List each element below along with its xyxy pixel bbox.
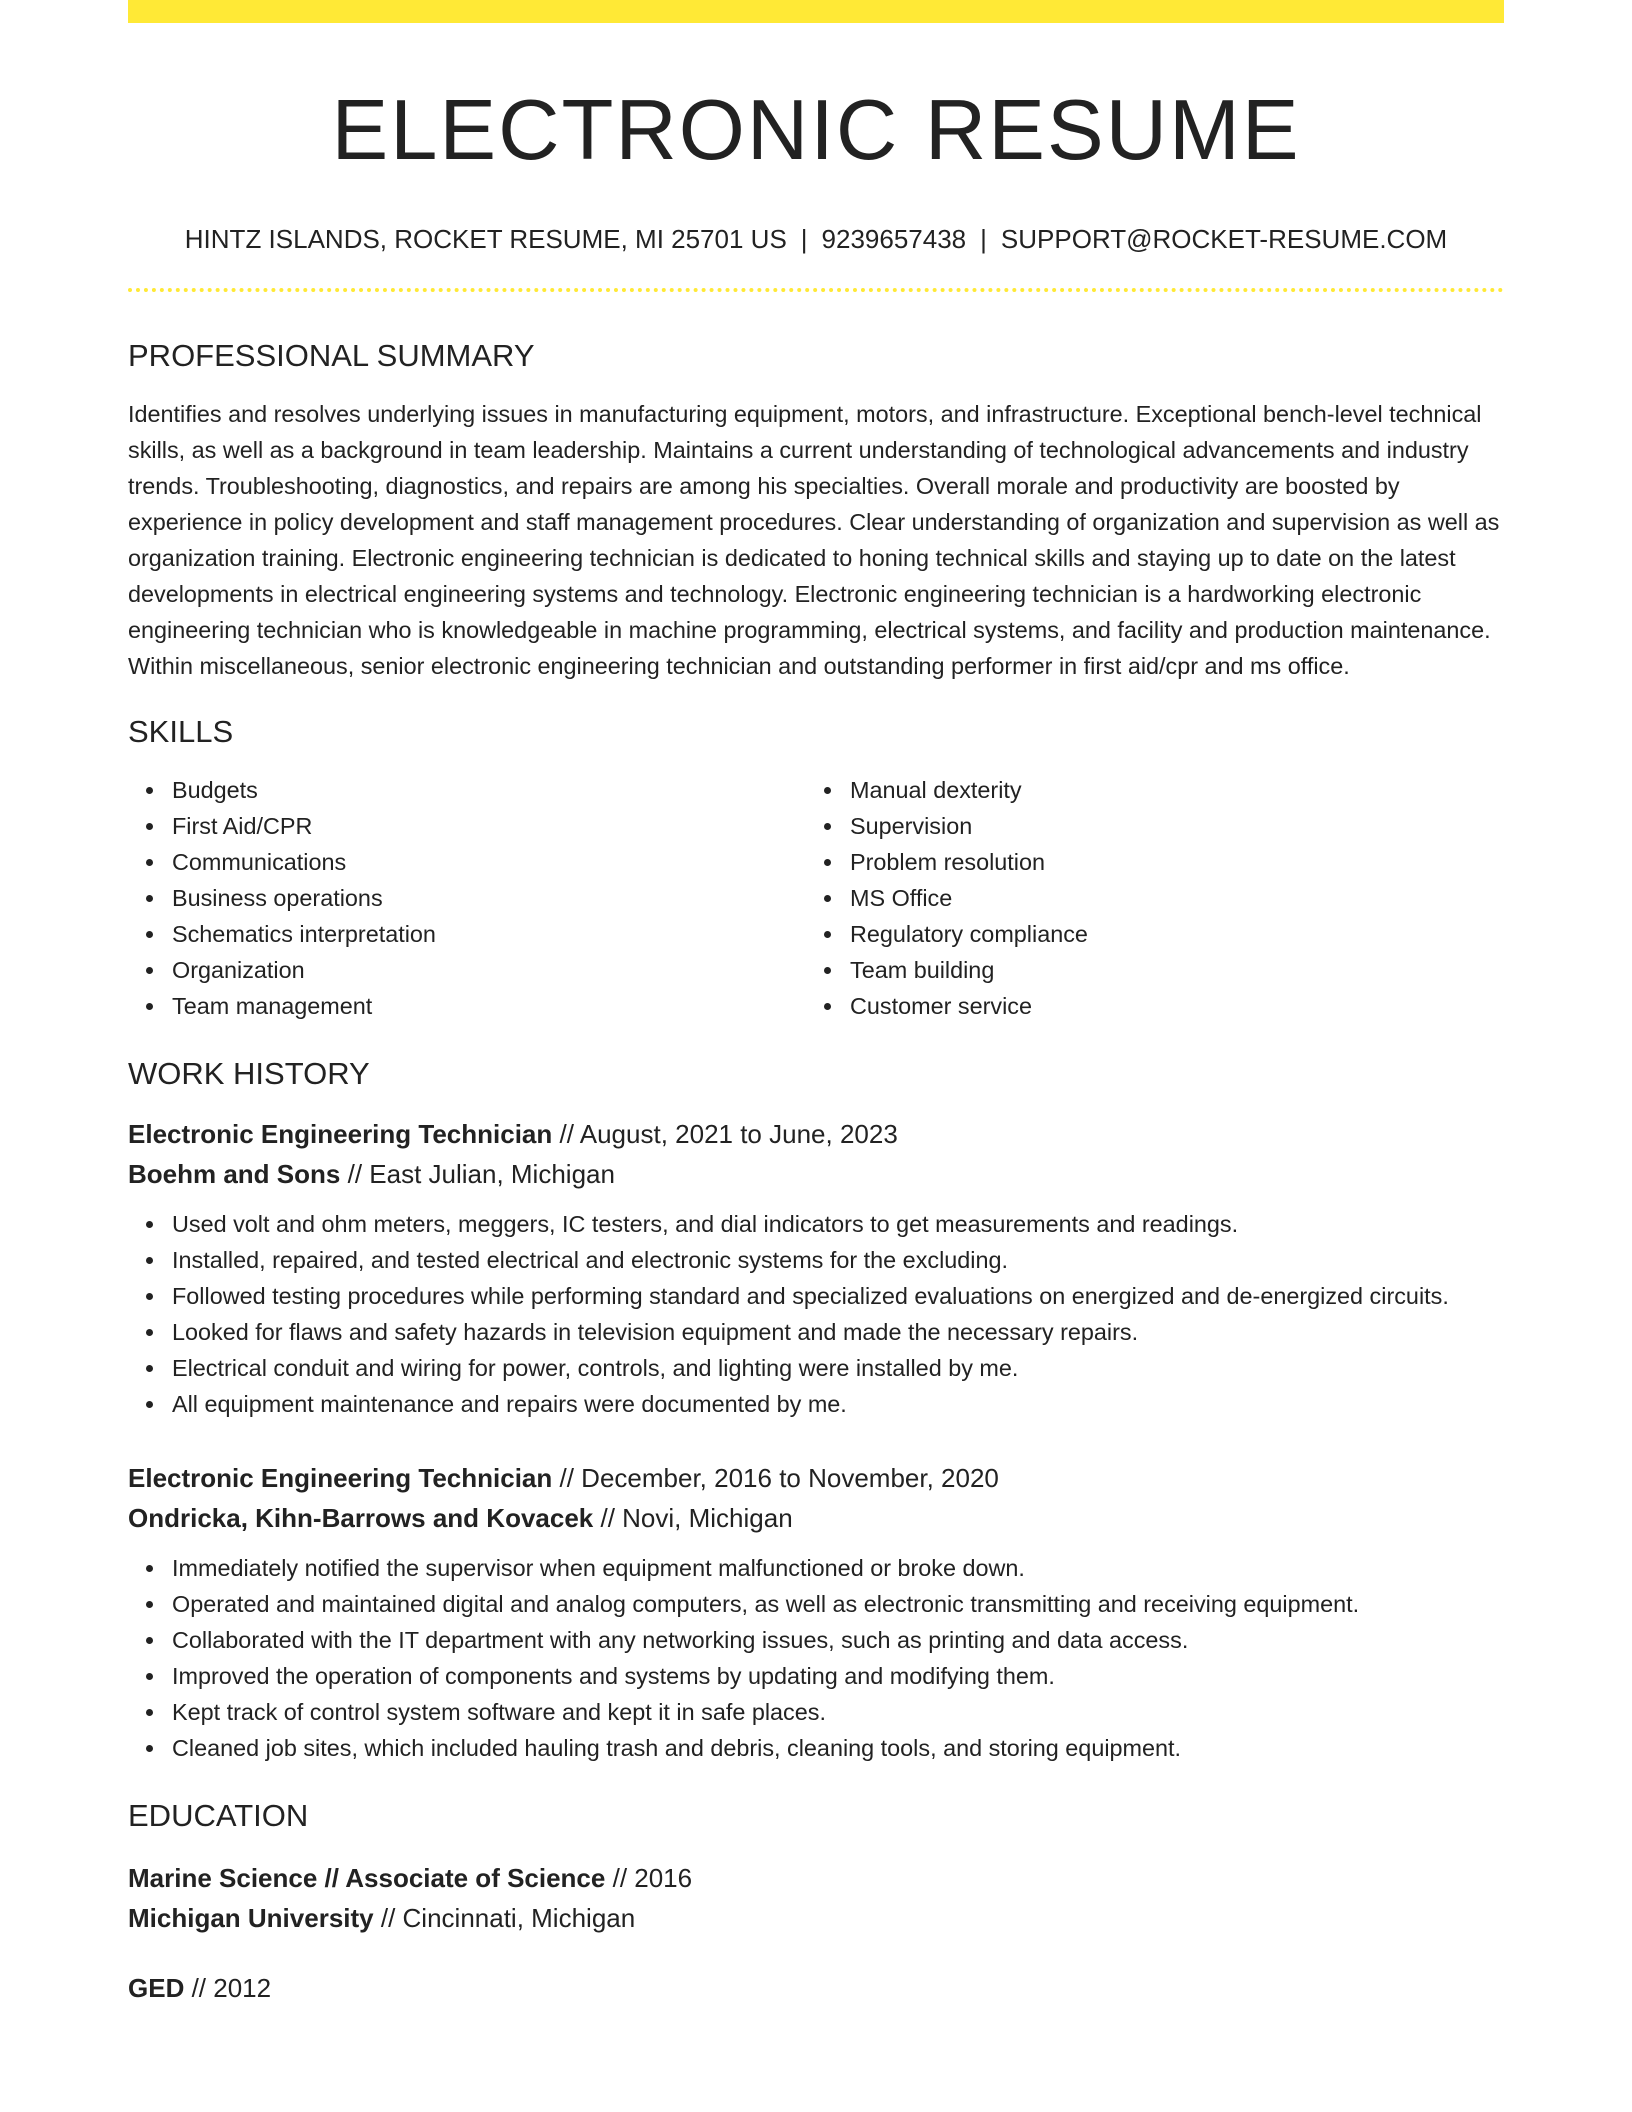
- job-bullet: Used volt and ohm meters, meggers, IC testers, and dial indicators to get measurements and readings.: [128, 1206, 1504, 1242]
- skills-heading: SKILLS: [128, 714, 234, 749]
- job-bullets: [128, 1206, 1504, 1422]
- education-entry: [128, 1858, 1504, 1938]
- job-bullet: Installed, repaired, and tested electrical and electronic systems for the excluding.: [128, 1242, 1504, 1278]
- job-bullet: Improved the operation of components and systems by updating and modifying them.: [128, 1658, 1504, 1694]
- job-company-line: [128, 1498, 1504, 1538]
- education-entry: [128, 1968, 1504, 2008]
- resume-content: [128, 0, 1504, 2008]
- summary-heading: PROFESSIONAL SUMMARY: [128, 338, 535, 373]
- skill-item: Problem resolution: [806, 844, 1484, 880]
- skills-list: [128, 772, 1504, 1024]
- job-role: Electronic Engineering Technician: [128, 1119, 553, 1149]
- job-dates: // December, 2016 to November, 2020: [559, 1463, 999, 1493]
- job-bullet: Kept track of control system software and kept it in safe places.: [128, 1694, 1504, 1730]
- education-degree: GED: [128, 1973, 185, 2003]
- education-degree-line: [128, 1968, 1504, 2008]
- contact-line: [128, 222, 1504, 256]
- job-bullet: All equipment maintenance and repairs were documented by me.: [128, 1386, 1504, 1422]
- job-bullet: Looked for flaws and safety hazards in television equipment and made the necessary repairs.: [128, 1314, 1504, 1350]
- contact-phone: 9239657438: [821, 224, 967, 254]
- job-role: Electronic Engineering Technician: [128, 1463, 553, 1493]
- skill-item: Communications: [128, 844, 806, 880]
- skill-item: Schematics interpretation: [128, 916, 806, 952]
- contact-separator: |: [980, 224, 987, 254]
- summary-text: Identifies and resolves underlying issues in manufacturing equipment, motors, and infrastructure. Exceptional bench-level technical skills, as well as a background in team leadership. Maintains a current understanding of technological advancements and industry trends. Troubleshooting, diagnostics, and repairs are among his specialties. Overall morale and productivity are boosted by experience in policy development and staff management procedures. Clear understanding of organization and supervision as well as organization training. Electronic engineering technician is dedicated to honing technical skills and staying up to date on the latest developments in electrical engineering systems and technology. Electronic engineering technician is a hardworking electronic engineering technician who is knowledgeable in machine programming, electrical systems, and facility and production maintenance. Within miscellaneous, senior electronic engineering technician and outstanding performer in first aid/cpr and ms office.: [128, 401, 1500, 679]
- skills-column-right: [806, 772, 1484, 1024]
- skill-item: Team management: [128, 988, 806, 1024]
- contact-email: SUPPORT@ROCKET-RESUME.COM: [1000, 224, 1448, 254]
- job-company: Boehm and Sons: [128, 1159, 341, 1189]
- education-school-line: [128, 1898, 1504, 1938]
- education-year: // 2012: [191, 1973, 272, 2003]
- education-school: Michigan University: [128, 1903, 374, 1933]
- education-heading: EDUCATION: [128, 1798, 309, 1833]
- skill-item: First Aid/CPR: [128, 808, 806, 844]
- work-history-heading: WORK HISTORY: [128, 1056, 370, 1091]
- skill-item: Manual dexterity: [806, 772, 1484, 808]
- job-company-line: [128, 1154, 1504, 1194]
- skills-column-left: [128, 772, 806, 1024]
- dotted-divider: [128, 288, 1504, 292]
- job-dates: // August, 2021 to June, 2023: [559, 1119, 898, 1149]
- education-location: // Cincinnati, Michigan: [380, 1903, 636, 1933]
- education-degree: Marine Science // Associate of Science: [128, 1863, 606, 1893]
- contact-separator: |: [800, 224, 808, 254]
- skill-item: Budgets: [128, 772, 806, 808]
- skill-item: MS Office: [806, 880, 1484, 916]
- job-title-line: [128, 1114, 1504, 1154]
- job-bullet: Immediately notified the supervisor when equipment malfunctioned or broke down.: [128, 1550, 1504, 1586]
- skill-item: Customer service: [806, 988, 1484, 1024]
- job-title-line: [128, 1458, 1504, 1498]
- skill-item: Business operations: [128, 880, 806, 916]
- skill-item: Regulatory compliance: [806, 916, 1484, 952]
- job-bullet: Collaborated with the IT department with any networking issues, such as printing and data access.: [128, 1622, 1504, 1658]
- contact-address: HINTZ ISLANDS, ROCKET RESUME, MI 25701 US: [184, 224, 787, 254]
- job-location: // Novi, Michigan: [600, 1503, 793, 1533]
- job-entry: [128, 1114, 1504, 1422]
- job-bullet: Operated and maintained digital and analog computers, as well as electronic transmitting and receiving equipment.: [128, 1586, 1504, 1622]
- skill-item: Team building: [806, 952, 1484, 988]
- job-bullet: Followed testing procedures while performing standard and specialized evaluations on energized and de-energized circuits.: [128, 1278, 1504, 1314]
- job-bullets: [128, 1550, 1504, 1766]
- resume-name: ELECTRONIC RESUME: [331, 83, 1301, 178]
- job-location: // East Julian, Michigan: [347, 1159, 615, 1189]
- skill-item: Supervision: [806, 808, 1484, 844]
- education-year: // 2016: [612, 1863, 693, 1893]
- job-company: Ondricka, Kihn-Barrows and Kovacek: [128, 1503, 594, 1533]
- education-degree-line: [128, 1858, 1504, 1898]
- job-entry: [128, 1458, 1504, 1766]
- job-bullet: Electrical conduit and wiring for power, controls, and lighting were installed by me.: [128, 1350, 1504, 1386]
- skill-item: Organization: [128, 952, 806, 988]
- job-bullet: Cleaned job sites, which included hauling trash and debris, cleaning tools, and storing equipment.: [128, 1730, 1504, 1766]
